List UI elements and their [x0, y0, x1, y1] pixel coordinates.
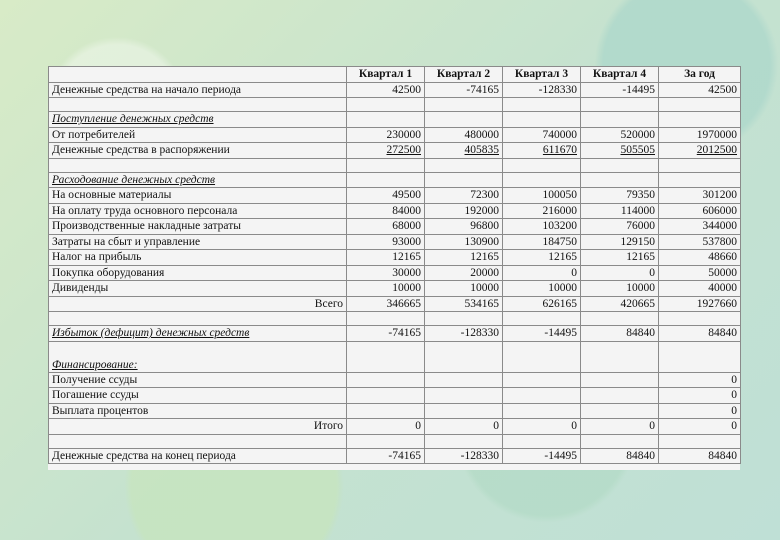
header-q2: Квартал 2	[425, 67, 503, 83]
row-overhead: Производственные накладные затраты 68000 96800 103200 76000 344000	[49, 219, 741, 235]
blank-row	[49, 98, 741, 112]
header-q1: Квартал 1	[347, 67, 425, 83]
cash-budget-table	[48, 66, 741, 464]
row-surplus: Избыток (дефицит) денежных средств -74165 -128330 -14495 84840 84840	[49, 326, 741, 342]
row-labor: На оплату труда основного персонала 84000 192000 216000 114000 606000	[49, 203, 741, 219]
row-dividends: Дивиденды 10000 10000 10000 10000 40000	[49, 281, 741, 297]
header-q3: Квартал 3	[503, 67, 581, 83]
blank-row	[49, 158, 741, 172]
blank-row	[49, 312, 741, 326]
blank-row	[49, 434, 741, 448]
row-end-cash: Денежные средства на конец периода -74165 -128330 -14495 84840 84840	[49, 448, 741, 464]
row-total: Всего 346665 534165 626165 420665 1927660	[49, 296, 741, 312]
row-available: Денежные средства в распоряжении 272500 405835 611670 505505 2012500	[49, 143, 741, 159]
header-year: За год	[659, 67, 741, 83]
row-equipment: Покупка оборудования 30000 20000 0 0 50000	[49, 265, 741, 281]
row-start-cash: Денежные средства на начало периода 42500 -74165 -128330 -14495 42500	[49, 82, 741, 98]
row-financing-title: Финансирование:	[49, 341, 741, 372]
row-subtotal: Итого 0 0 0 0 0	[49, 419, 741, 435]
row-selling: Затраты на сбыт и управление 93000 130900 184750 129150 537800	[49, 234, 741, 250]
row-tax: Налог на прибыль 12165 12165 12165 12165 48660	[49, 250, 741, 266]
row-loan-repayment: Погашение ссуды 0	[49, 388, 741, 404]
row-materials: На основные материалы 49500 72300 100050 79350 301200	[49, 188, 741, 204]
header-q4: Квартал 4	[581, 67, 659, 83]
header-row	[49, 67, 741, 83]
cash-budget-sheet	[48, 66, 740, 470]
row-loan-receipt: Получение ссуды 0	[49, 372, 741, 388]
row-outflow-title: Расходование денежных средств	[49, 172, 741, 188]
row-inflow-title: Поступление денежных средств	[49, 112, 741, 128]
row-from-customers: От потребителей 230000 480000 740000 520000 1970000	[49, 127, 741, 143]
row-interest: Выплата процентов 0	[49, 403, 741, 419]
